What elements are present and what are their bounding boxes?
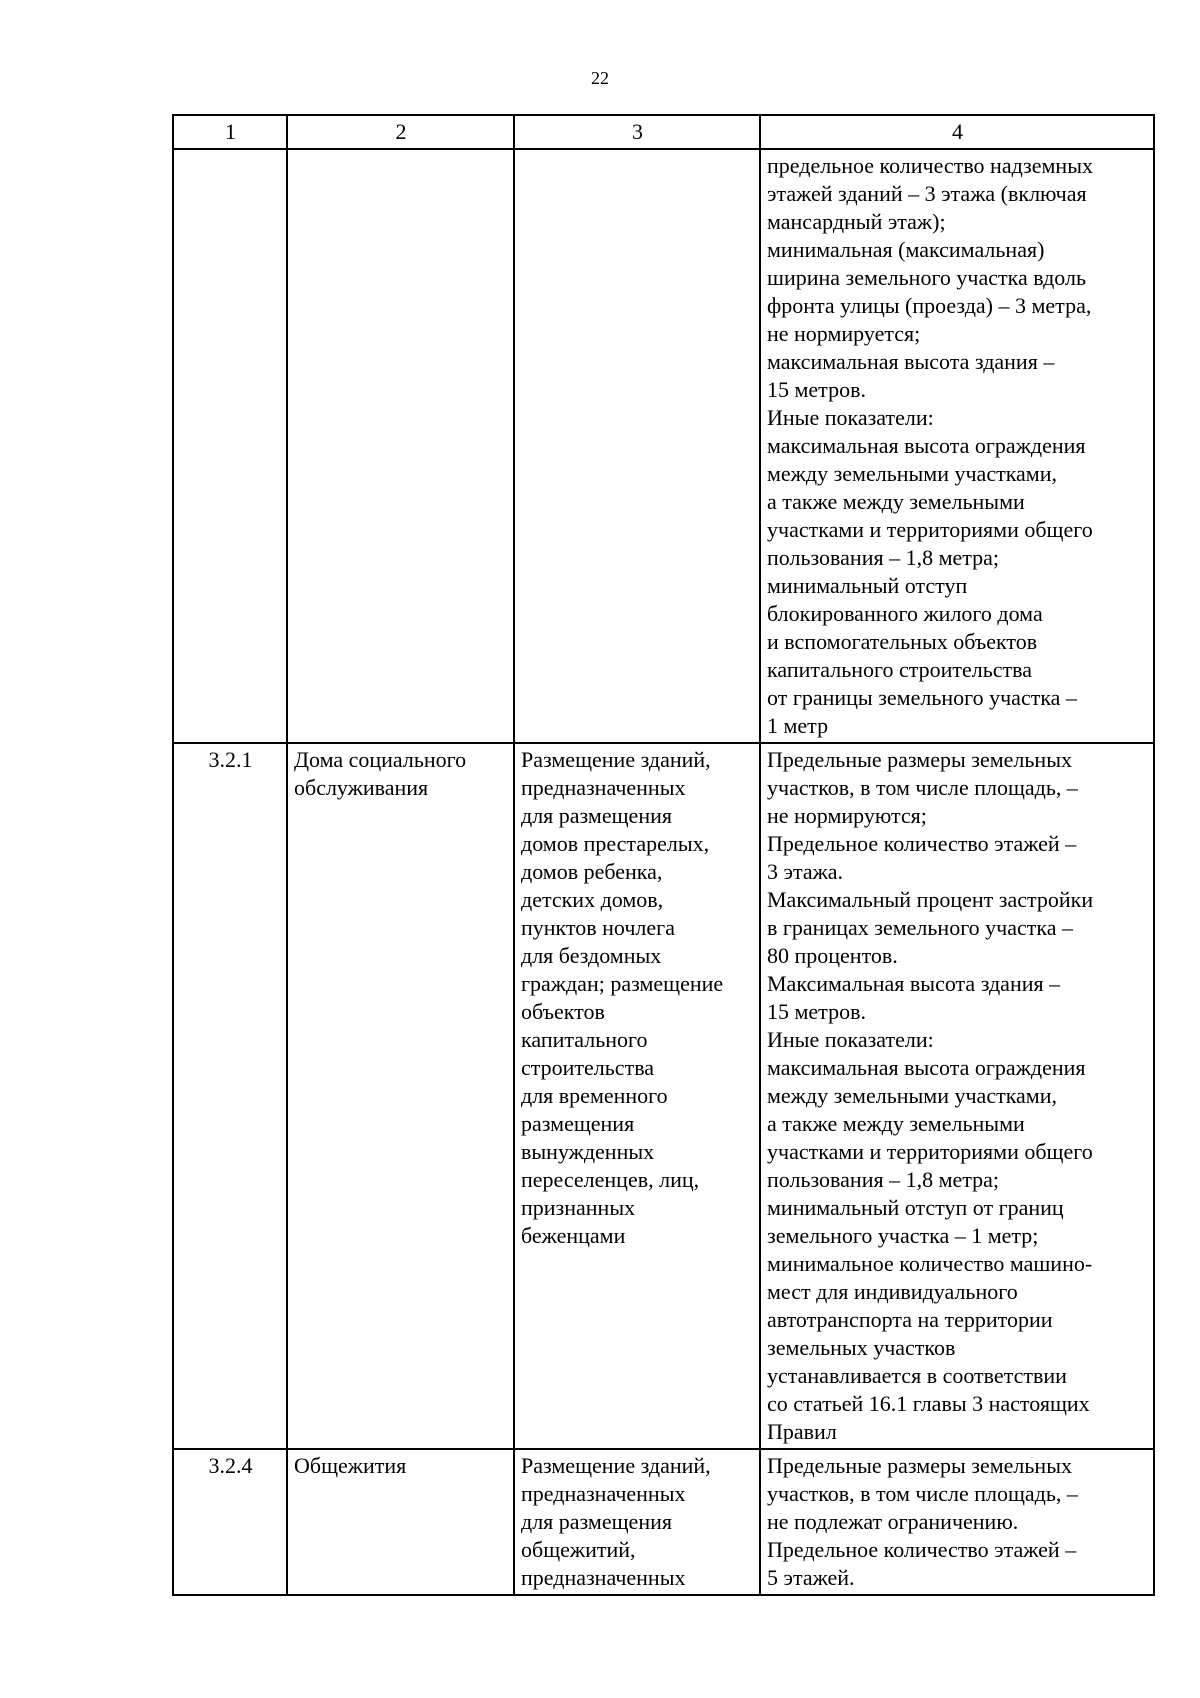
parameters-line: между земельными участками,: [767, 461, 1058, 486]
parameters-line: устанавливается в соответствии: [767, 1363, 1067, 1388]
parameters-line: пользования – 1,8 метра;: [767, 545, 1000, 570]
name-cell: [287, 1449, 514, 1595]
parameters-line: участками и территориями общего: [767, 1139, 1093, 1164]
parameters-cell: [760, 1449, 1154, 1595]
table-row: [173, 1449, 1154, 1595]
parameters-line: мест для индивидуального: [767, 1279, 1018, 1304]
description-line: пунктов ночлега: [521, 915, 675, 940]
parameters-line: автотранспорта на территории: [767, 1307, 1053, 1332]
description-line: Размещение зданий,: [521, 1453, 711, 1478]
parameters-line: минимальный отступ: [767, 573, 968, 598]
parameters-line: максимальная высота ограждения: [767, 433, 1086, 458]
parameters-line: со статьей 16.1 главы 3 настоящих: [767, 1391, 1090, 1416]
header-cell-2: 2: [287, 115, 514, 149]
header-cell-1: 1: [173, 115, 287, 149]
header-cell-4: 4: [760, 115, 1154, 149]
description-line: домов престарелых,: [521, 831, 710, 856]
parameters-line: от границы земельного участка –: [767, 685, 1077, 710]
parameters-line: и вспомогательных объектов: [767, 629, 1038, 654]
description-line: для размещения: [521, 1509, 672, 1534]
code-cell: 3.2.1: [173, 743, 287, 1449]
parameters-line: в границах земельного участка –: [767, 915, 1073, 940]
name-line: Дома социального: [294, 747, 467, 772]
name-line: Общежития: [294, 1453, 407, 1478]
parameters-line: 15 метров.: [767, 999, 866, 1024]
description-line: предназначенных: [521, 1481, 686, 1506]
parameters-line: минимальная (максимальная): [767, 237, 1045, 262]
parameters-line: 1 метр: [767, 713, 829, 738]
table-header-row: [173, 115, 1154, 149]
code-cell: 3.2.4: [173, 1449, 287, 1595]
parameters-line: Правил: [767, 1419, 837, 1444]
parameters-line: Максимальный процент застройки: [767, 887, 1094, 912]
table-row: [173, 149, 1154, 743]
parameters-line: максимальная высота ограждения: [767, 1055, 1086, 1080]
description-line: объектов: [521, 999, 605, 1024]
parameters-line: не подлежат ограничению.: [767, 1509, 1019, 1534]
parameters-line: предельное количество надземных: [767, 153, 1093, 178]
parameters-line: блокированного жилого дома: [767, 601, 1043, 626]
parameters-line: этажей зданий – 3 этажа (включая: [767, 181, 1087, 206]
parameters-line: Предельное количество этажей –: [767, 831, 1077, 856]
description-line: предназначенных: [521, 775, 686, 800]
parameters-line: Предельные размеры земельных: [767, 747, 1072, 772]
header-cell-3: 3: [514, 115, 760, 149]
parameters-line: 5 этажей.: [767, 1565, 855, 1590]
parameters-line: ширина земельного участка вдоль: [767, 265, 1087, 290]
description-line: Размещение зданий,: [521, 747, 711, 772]
parameters-line: Иные показатели:: [767, 405, 934, 430]
parameters-line: между земельными участками,: [767, 1083, 1058, 1108]
description-line: для размещения: [521, 803, 672, 828]
page-number: 22: [591, 68, 609, 88]
regulations-table: [172, 114, 1155, 1596]
parameters-line: Предельные размеры земельных: [767, 1453, 1072, 1478]
parameters-cell: [760, 743, 1154, 1449]
name-cell: [287, 743, 514, 1449]
description-line: признанных: [521, 1195, 636, 1220]
description-line: размещения: [521, 1111, 635, 1136]
name-cell: [287, 149, 514, 743]
parameters-line: Максимальная высота здания –: [767, 971, 1061, 996]
description-line: переселенцев, лиц,: [521, 1167, 700, 1192]
parameters-line: пользования – 1,8 метра;: [767, 1167, 1000, 1192]
description-line: строительства: [521, 1055, 655, 1080]
description-line: капитального: [521, 1027, 648, 1052]
description-cell: [514, 1449, 760, 1595]
parameters-line: земельных участков: [767, 1335, 956, 1360]
parameters-line: участков, в том числе площадь, –: [767, 775, 1078, 800]
parameters-line: участков, в том числе площадь, –: [767, 1481, 1078, 1506]
name-line: обслуживания: [294, 775, 429, 800]
description-line: вынужденных: [521, 1139, 655, 1164]
parameters-line: не нормируется;: [767, 321, 921, 346]
description-line: для бездомных: [521, 943, 662, 968]
parameters-line: Иные показатели:: [767, 1027, 934, 1052]
parameters-line: земельного участка – 1 метр;: [767, 1223, 1039, 1248]
parameters-line: капитального строительства: [767, 657, 1033, 682]
parameters-line: фронта улицы (проезда) – 3 метра,: [767, 293, 1092, 318]
description-line: детских домов,: [521, 887, 664, 912]
description-line: для временного: [521, 1083, 668, 1108]
description-line: беженцами: [521, 1223, 626, 1248]
description-line: предназначенных: [521, 1565, 686, 1590]
parameters-line: минимальное количество машино-: [767, 1251, 1093, 1276]
description-line: общежитий,: [521, 1537, 636, 1562]
parameters-line: участками и территориями общего: [767, 517, 1093, 542]
description-line: домов ребенка,: [521, 859, 663, 884]
parameters-line: минимальный отступ от границ: [767, 1195, 1064, 1220]
parameters-line: а также между земельными: [767, 489, 1025, 514]
parameters-cell: [760, 149, 1154, 743]
parameters-line: 15 метров.: [767, 377, 866, 402]
code-cell: [173, 149, 287, 743]
table-row: [173, 743, 1154, 1449]
parameters-line: Предельное количество этажей –: [767, 1537, 1077, 1562]
parameters-line: мансардный этаж);: [767, 209, 946, 234]
description-line: граждан; размещение: [521, 971, 724, 996]
parameters-line: 3 этажа.: [767, 859, 844, 884]
parameters-line: 80 процентов.: [767, 943, 898, 968]
description-cell: [514, 149, 760, 743]
parameters-line: а также между земельными: [767, 1111, 1025, 1136]
description-cell: [514, 743, 760, 1449]
parameters-line: максимальная высота здания –: [767, 349, 1055, 374]
parameters-line: не нормируются;: [767, 803, 927, 828]
